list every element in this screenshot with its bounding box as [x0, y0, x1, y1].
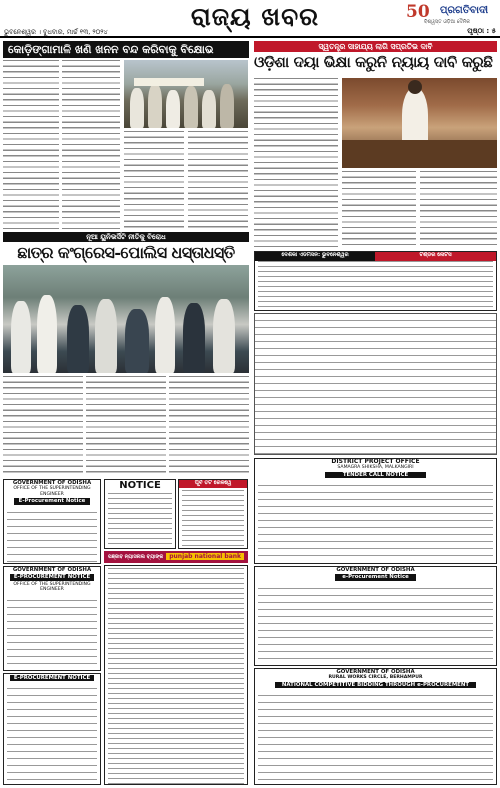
pnb-notice-body	[104, 565, 248, 785]
story-3-body-col1	[3, 376, 83, 476]
dateline	[0, 27, 500, 37]
notice-title: NOTICE	[119, 480, 161, 491]
protest-photo	[124, 60, 248, 128]
dpo-tender: TENDER CALL NOTICE	[325, 472, 426, 478]
gov5-title: GOVERNMENT OF ODISHA	[336, 669, 415, 675]
gov2-subtitle: E-PROCUREMENT NOTICE	[10, 574, 94, 580]
issue-date: ଭୁବନେଶ୍ୱର । ବୁଧବାର, ମାର୍ଚ୍ଚ ୧୩, ୨୦୨୪	[4, 28, 108, 36]
gov2-title: GOVERNMENT OF ODISHA	[12, 567, 92, 573]
brand-tagline: ବିଶ୍ୱସ୍ତ ଓଡ଼ିଆ ଦୈନିକ	[424, 19, 470, 25]
gov4-subtitle: e-Procurement Notice	[335, 574, 416, 580]
east-coast-railway-notice	[178, 479, 248, 549]
gov5-subtitle: NATIONAL COMPETITIVE BIDDING THROUGH e-PROCUREMENT	[275, 682, 476, 688]
gov1-office: OFFICE OF THE SUPERINTENDING ENGINEER	[13, 486, 91, 497]
district-project-office-notice	[254, 458, 497, 564]
notice-ad	[104, 479, 176, 549]
gov5-office: RURAL WORKS CIRCLE, BERHAMPUR	[328, 675, 423, 681]
gov-notice-5	[254, 668, 497, 785]
brand-name: ପ୍ରଗତିବାଦୀ	[440, 5, 489, 16]
pnb-odia-name: ପଞ୍ଜାବ ନ୍ୟାସନାଲ ବ୍ୟାଙ୍କ	[108, 554, 164, 560]
assembly-photo	[342, 78, 497, 168]
tender-table	[254, 313, 497, 455]
page-number: ପୃଷ୍ଠା : ୫	[467, 27, 496, 35]
dpo-title: DISTRICT PROJECT OFFICE	[331, 458, 420, 465]
gov3-subtitle: E-PROCUREMENT NOTICE	[10, 675, 94, 681]
story-2-kicker: ସ୍ୱତନ୍ତ୍ର ସାହାଯ୍ୟ ଲାଗି ସପ୍ରତିଭ ଦାବି	[254, 41, 497, 52]
gov4-title: GOVERNMENT OF ODISHA	[336, 567, 415, 573]
gov1-subtitle: E-Procurement Notice	[14, 498, 90, 504]
story-2-body-col1	[254, 78, 338, 248]
tender-notice-title: ଟିଣ୍ଡର ନୋଟିସ	[375, 252, 496, 261]
page-section-title: ରାଜ୍ୟ ଖବର	[190, 2, 320, 31]
gov-notice-3	[3, 673, 101, 785]
story-1-body-col3	[124, 131, 184, 229]
story-3-body-col3	[169, 376, 249, 476]
dispur-head: ଦେଶକା ଏଡମିସନ: ଭୁବନେଶ୍ୱର	[255, 252, 375, 261]
story-1-body-col1	[3, 60, 59, 230]
gov-notice-4	[254, 566, 497, 666]
story-1-headline: କୋଡ଼ିଙ୍ଗାମାଳି ଖଣି ଖନନ ବନ୍ଦ କରିବାକୁ ବିକ୍ଷୋଭ	[3, 41, 249, 58]
gov2-office: OFFICE OF THE SUPERINTENDING ENGINEER	[13, 581, 91, 593]
masthead	[0, 0, 500, 38]
gov-notice-2	[3, 566, 101, 671]
story-2-body-col3	[420, 171, 497, 248]
dpo-subtitle: SAMAGRA SHIKSHA, MALKANGIRI	[337, 465, 414, 471]
gov1-title: GOVERNMENT OF ODISHA	[12, 480, 92, 486]
story-3-kicker: ନୂଆ ୟୁନିଭର୍ସିଟି ନୀତିକୁ ବିରୋଧ	[3, 232, 249, 242]
gov-notice-1	[3, 479, 101, 564]
story-3-headline: ଛାତ୍ର କଂଗ୍ରେସ-ପୋଲିସ ଧସ୍ତାଧସ୍ତି	[17, 243, 235, 262]
anniversary-mark: 50	[406, 2, 430, 22]
newspaper-logo	[402, 2, 498, 24]
story-1-body-col2	[62, 60, 120, 230]
east-coast-title: ପୂର୍ବ ତଟ ରେଳୱେ	[179, 480, 247, 488]
story-3-body-col2	[86, 376, 166, 476]
story-2-body-col2	[342, 171, 416, 248]
story-2-headline: ଓଡ଼ିଶା ଦୟା ଭିକ୍ଷା କରୁନି ନ୍ୟାୟ ଦାବି କରୁଛି	[254, 53, 493, 71]
tender-notice-banner	[254, 251, 497, 311]
police-scuffle-photo	[3, 265, 249, 373]
story-1-body-col4	[188, 131, 248, 229]
pnb-logo: punjab national bank	[166, 553, 244, 560]
pnb-banner	[104, 551, 248, 563]
